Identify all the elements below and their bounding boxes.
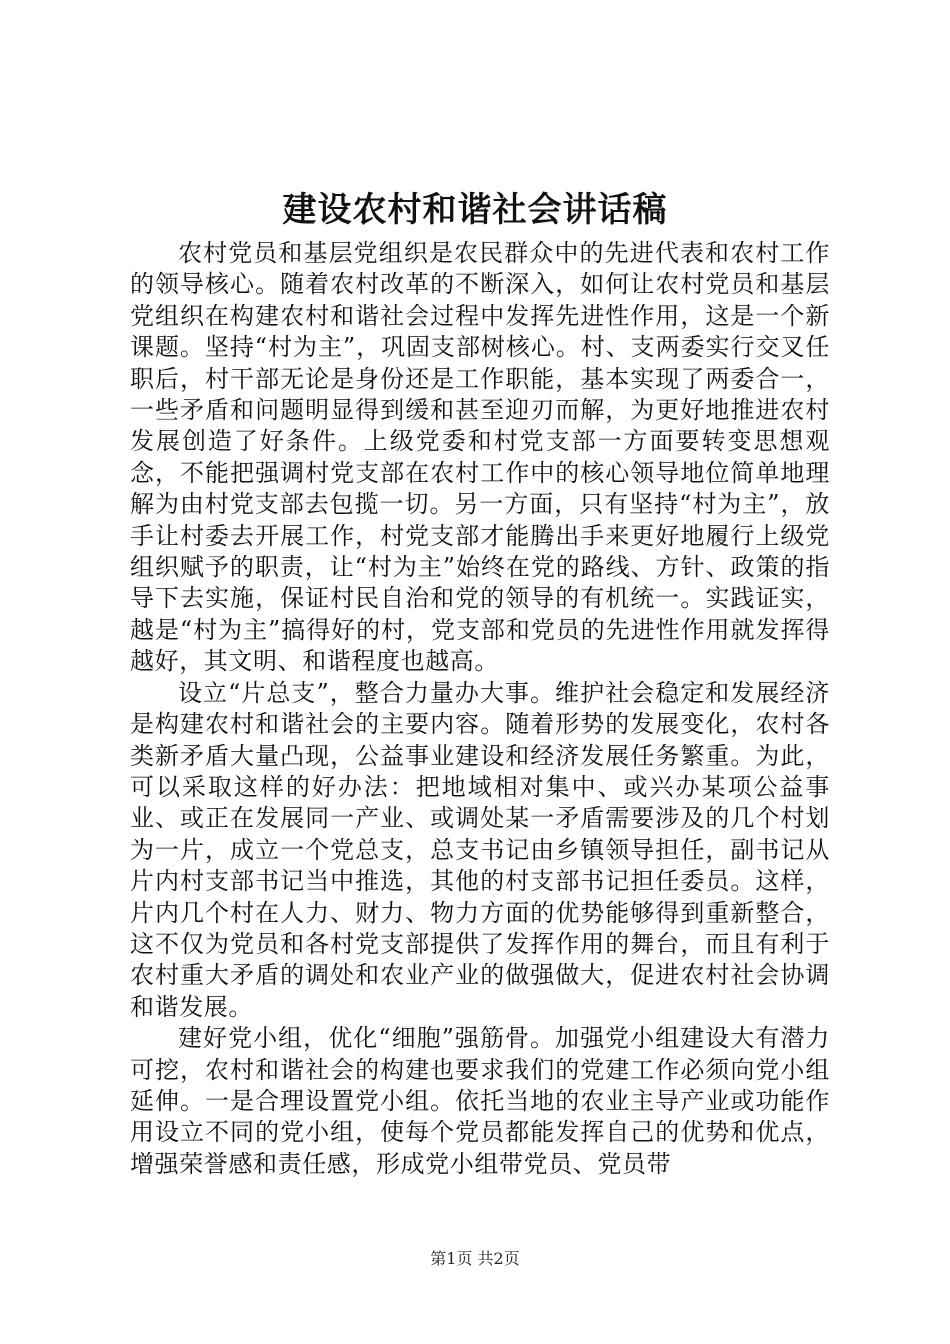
- paragraph-3: 建好党小组，优化“细胞”强筋骨。加强党小组建设大有潜力可挖，农村和谐社会的构建也要求我们的党建工作必须向党小组延伸。一是合理设置党小组。依托当地的农业主导产业或功能作用设立不同的党小组，使每个党员都能发挥自己的优势和优点，增强荣誉感和责任感，形成党小组带党员、党员带: [130, 1024, 830, 1178]
- paragraph-2: 设立“片总支”，整合力量办大事。维护社会稳定和发展经济是构建农村和谐社会的主要内容。随着形势的发展变化，农村各类新矛盾大量凸现，公益事业建设和经济发展任务繁重。为此，可以采取这样的好办法：把地域相对集中、或兴办某项公益事业、或正在发展同一产业、或调处某一矛盾需要涉及的几个村划为一片，成立一个党总支，总支书记由乡镇领导担任，副书记从片内村支部书记当中推选，其他的村支部书记担任委员。这样，片内几个村在人力、财力、物力方面的优势能够得到重新整合，这不仅为党员和各村党支部提供了发挥作用的舞台，而且有利于农村重大矛盾的调处和农业产业的做强做大，促进农村社会协调和谐发展。: [130, 678, 830, 1021]
- page-indicator: 第1页 共2页: [430, 1249, 520, 1268]
- page-footer: [0, 1248, 950, 1270]
- paragraph-1: 农村党员和基层党组织是农民群众中的先进代表和农村工作的领导核心。随着农村改革的不断深入，如何让农村党员和基层党组织在构建农村和谐社会过程中发挥先进性作用，这是一个新课题。坚持“村为主”，巩固支部树核心。村、支两委实行交叉任职后，村干部无论是身份还是工作职能，基本实现了两委合一，一些矛盾和问题明显得到缓和甚至迎刃而解，为更好地推进农村发展创造了好条件。上级党委和村党支部一方面要转变思想观念，不能把强调村党支部在农村工作中的核心领导地位简单地理解为由村党支部去包揽一切。另一方面，只有坚持“村为主”，放手让村委去开展工作，村党支部才能腾出手来更好地履行上级党组织赋予的职责，让“村为主”始终在党的路线、方针、政策的指导下去实施，保证村民自治和党的领导的有机统一。实践证实，越是“村为主”搞得好的村，党支部和党员的先进性作用就发挥得越好，其文明、和谐程度也越高。: [130, 239, 830, 676]
- document-body: [130, 238, 830, 1180]
- document-title: 建设农村和谐社会讲话稿: [282, 190, 668, 230]
